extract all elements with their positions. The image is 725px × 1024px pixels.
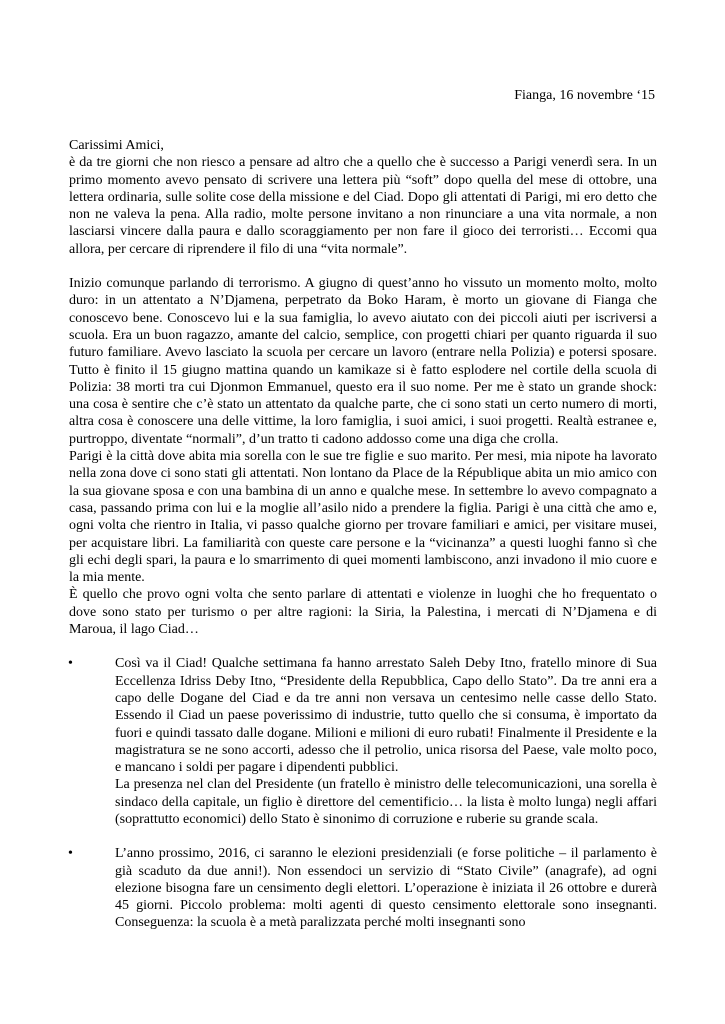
paragraph-paris: Parigi è la città dove abita mia sorella con le sue tre figlie e suo marito. Per mesi, mia nipote ha lavorato nella zona dove ci sono stati gli attentati. Non lontano da Place de la République abita un mio amico con la sua giovane sposa e con una bambina di un anno e qualche mese. In settembre lo avevo compagnato a casa, passando prima con lui e la moglie all’asilo nido a prendere la figlia. Parigi è una città che amo e, ogni volta che rientro in Italia, vi passo qualche giorno per trovare familiari e amici, per visitare musei, per acquistare libri. La familiarità con queste care persone e la “vicinanza” a questi luoghi fanno sì che gli echi degli spari, la paura e lo smarrimento di quei momenti lambiscono, anzi invadono il mio cuore e la mia mente. [69, 449, 657, 586]
bullet-paragraph: L’anno prossimo, 2016, ci saranno le elezioni presidenziali (e forse politiche – il parlamento è già scaduto da due anni!). Non essendoci un servizio di “Stato Civile” (anagrafe), ad ogni elezione bisogna fare un censimento degli elettori. L’operazione è iniziata il 26 ottobre e durerà 45 giorni. Piccolo problema: molti agenti di questo censimento elettorale sono insegnanti. Conseguenza: la scuola è a metà paralizzata perché molti insegnanti sono [115, 846, 657, 931]
paragraph-terrorism: Inizio comunque parlando di terrorismo. A giugno di quest’anno ho vissuto un momento molto, molto duro: in un attentato a N’Djamena, perpetrato da Boko Haram, è morto un giovane di Fianga che conoscevo bene. Conoscevo lui e la sua famiglia, lo avevo aiutato con dei piccoli aiuti per iscriversi a scuola. Era un buon ragazzo, amante del calcio, semplice, con progetti chiari per quanto riguarda il suo futuro familiare. Avevo lasciato la scuola per cercare un lavoro (entrare nella Polizia) e potersi sposare. Tutto è finito il 15 giugno mattina quando un kamikaze si è fatto esplodere nel cortile della scuola di Polizia: 38 morti tra cui Djonmon Emmanuel, questo era il suo nome. Per me è stato un grande shock: una cosa è sentire che c’è stato un attentato da qualche parte, che ci sono stati un certo numero di morti, altra cosa è conoscere una delle vittime, la loro famiglia, i suoi amici, i suoi progetti. Realtà estranee e, purtroppo, diventate “normali”, d’un tratto ti cadono addosso come una diga che crolla. [69, 276, 657, 447]
intro-paragraph: è da tre giorni che non riesco a pensare ad altro che a quello che è successo a Parigi venerdì sera. In un primo momento avevo pensato di scrivere una lettera più “soft” dopo quella del mese di ottobre, una lettera ordinaria, sulle solite cose della missione e del Ciad. Dopo gli attentati di Parigi, mi ero detto che non ne valeva la pena. Alla radio, molte persone invitano a non rinunciare a una vita normale, a non lasciarsi vincere dalla paura e dallo scoraggiamento per non fare il gioco dei terroristi… Eccomi qua allora, per cercare di riprendere il filo di una “vita normale”. [69, 155, 657, 257]
date-line: Fianga, 16 novembre ‘15 [514, 88, 655, 103]
paragraph-gap [69, 258, 657, 275]
bullet-list [69, 655, 657, 931]
salutation: Carissimi Amici, [69, 138, 164, 153]
bullet-item-elections [69, 845, 657, 931]
bullet-paragraph: La presenza nel clan del Presidente (un fratello è ministro delle telecomunicazioni, una sorella è sindaco della capitale, un figlio è direttore del cementificio… la lista è molto lunga) negli affari (soprattutto economici) dello Stato è sinonimo di corruzione e ruberie su grande scala. [115, 777, 657, 827]
paragraph-places: È quello che provo ogni volta che sento parlare di attentati e violenze in luoghi che ho frequentato o dove sono stato per turismo o per altre ragioni: la Siria, la Palestina, i mercati di N’Djamena e di Maroua, il lago Ciad… [69, 587, 657, 638]
bullet-marker: • [68, 846, 73, 862]
bullet-item-ciad [69, 655, 657, 828]
bullet-paragraph: Così va il Ciad! Qualche settimana fa hanno arrestato Saleh Deby Itno, fratello minore di Sua Eccellenza Idriss Deby Itno, “Presidente della Repubblica, Capo dello Stato”. Da tre anni era a capo delle Dogane del Ciad e da tre anni non versava un centesimo nelle casse dello Stato. Essendo il Ciad un paese poverissimo di industrie, tutto quello che si consuma, è importato da fuori e quindi tassato dalle dogane. Milioni e milioni di euro rubati! Finalmente il Presidente e la magistratura se ne sono accorti, adesso che il petrolio, unica risorsa del Paese, vale molto poco, e mancano i soldi per pagare i dipendenti pubblici. [115, 656, 657, 776]
letter-body [69, 137, 657, 949]
bullet-marker: • [68, 656, 73, 672]
